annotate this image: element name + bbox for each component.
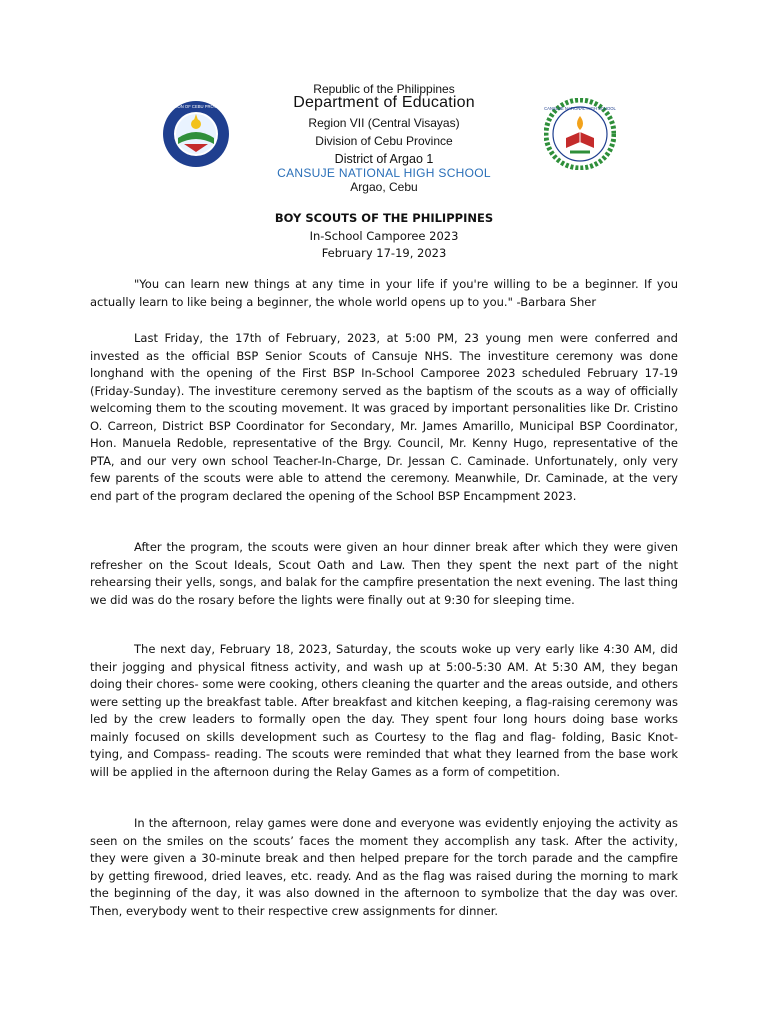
document-heading xyxy=(0,210,768,263)
letterhead xyxy=(0,80,768,210)
event-name: In-School Camporee 2023 xyxy=(309,228,459,243)
body-paragraph: Last Friday, the 17th of February, 2023, at 5:00 PM, 23 young men were conferred and invested as the official BSP Senior Scouts of Cansuje NHS. The investiture ceremony was done longhand with the opening of the First BSP In-School Camporee 2023 scheduled February 17-19 (Friday-Sunday). The investiture ceremony served as the baptism of the scouts as a way of officially welcoming them to the scouting movement. It was graced by important personalities like Dr. Cristino O. Carreon, District BSP Coordinator for Secondary, Mr. James Amarillo, Municipal BSP Coordinator, Hon. Manuela Redoble, representative of the Brgy. Council, Mr. Kenny Hugo, representative of the PTA, and our very own school Teacher-In-Charge, Dr. Jessan C. Caminade. Unfortunately, only very few parents of the scouts were able to attend the ceremony. Meanwhile, Dr. Caminade, at the very end part of the program declared the opening of the School BSP Encampment 2023. xyxy=(90,331,678,503)
department-line: Department of Education xyxy=(293,94,475,111)
left-seal-text: DIVISION OF CEBU PROVINCE xyxy=(165,104,227,109)
republic-line: Republic of the Philippines xyxy=(313,82,455,96)
right-seal-text: CANSUJE NATIONAL HIGH SCHOOL xyxy=(544,106,616,111)
division-line: Division of Cebu Province xyxy=(315,134,453,148)
district-line: District of Argao 1 xyxy=(334,152,434,166)
quote-paragraph: "You can learn new things at any time in your life if you're willing to be a beginner. If you actually learn to like being a beginner, the whole world opens up to you." -Barbara Sher xyxy=(90,277,678,309)
town-line: Argao, Cebu xyxy=(350,180,418,194)
school-name-line: CANSUJE NATIONAL HIGH SCHOOL xyxy=(277,166,491,180)
event-dates: February 17-19, 2023 xyxy=(321,246,447,260)
body-paragraph: After the program, the scouts were given an hour dinner break after which they were given refresher on the Scout Ideals, Scout Oath and Law. Then they spent the next part of the night rehearsing their yells, songs, and balak for the campfire presentation the next evening. The last thing we did was do the rosary before the lights were finally out at 9:30 for sleeping time. xyxy=(90,540,678,607)
body-paragraph: The next day, February 18, 2023, Saturday, the scouts woke up very early like 4:30 AM, did their jogging and physical fitness activity, and wash up at 5:00-5:30 AM. At 5:30 AM, they began doing their chores- some were cooking, others cleaning the quarter and the areas outside, and others were setting up the breakfast table. After breakfast and kitchen keeping, a flag-raising ceremony was led by the crew leaders to formally open the day. They spent four long hours doing base works mainly focused on skills development such as Courtesy to the flag and flag- folding, Basic Knot- tying, and Compass- reading. The scouts were reminded that what they learned from the base work will be applied in the afternoon during the Relay Games as a form of competition. xyxy=(90,642,678,779)
body-paragraph: In the afternoon, relay games were done and everyone was evidently enjoying the activity as seen on the smiles on the scouts’ faces the moment they accomplish any task. After the activity, they were given a 30-minute break and then helped prepare for the torch parade and the campfire by getting firewood, dried leaves, etc. ready. And as the flag was raised during the morning to mark the beginning of the day, it was also downed in the afternoon to symbolize that the day was over. Then, everybody went to their respective crew assignments for dinner. xyxy=(90,816,678,918)
document-title: BOY SCOUTS OF THE PHILIPPINES xyxy=(274,211,494,225)
region-line: Region VII (Central Visayas) xyxy=(308,116,460,130)
